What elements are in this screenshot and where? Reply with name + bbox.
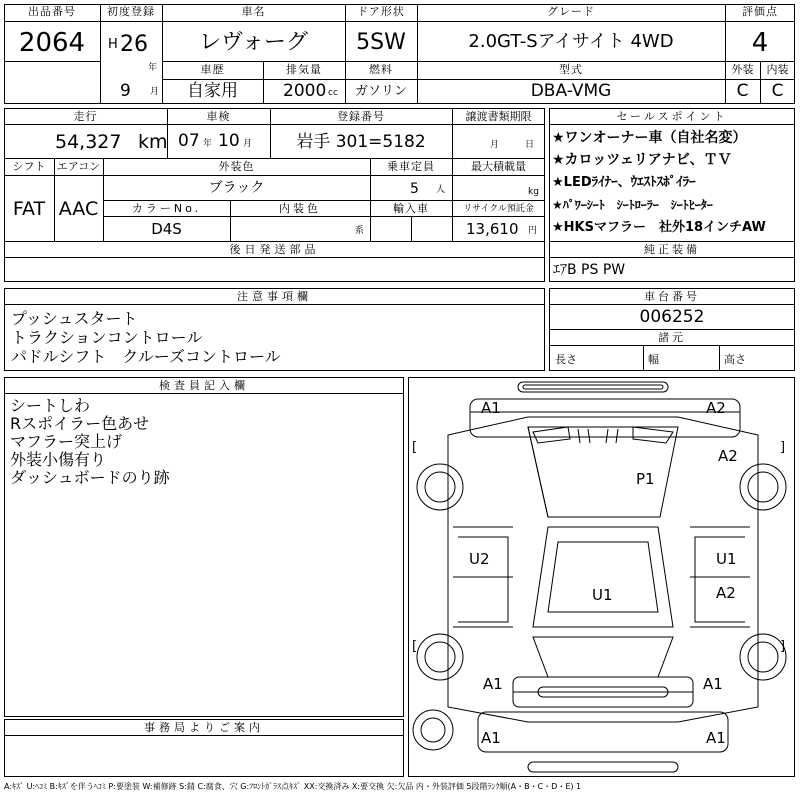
recycle-label: リサイクル預託金	[463, 204, 534, 214]
lot-no-label: 出品番号	[28, 5, 76, 18]
damage-mark-roof: U1	[592, 586, 613, 604]
inspector-line-1: シートしわ	[10, 396, 91, 415]
recycle-unit: 円	[528, 226, 538, 236]
grade-value: 2.0GT-Sアイサイト 4WD	[468, 31, 674, 52]
color-no-label: カラーNo.	[131, 202, 202, 215]
inspector-line-5: ダッシュボードのり跡	[10, 468, 170, 487]
plate-value: 岩手 301=5182	[296, 132, 426, 152]
capacity-value: 5	[410, 181, 419, 197]
damage-mark-rear-right: A1	[706, 729, 726, 747]
notes-line-2: トラクションコントロール	[11, 328, 203, 347]
dimension-height: 高さ	[724, 353, 746, 366]
aircon-label: エアコン	[56, 160, 101, 173]
model-value: DBA-VMG	[530, 81, 612, 101]
history-label: 車歴	[200, 63, 225, 76]
interior-grade-label: 内装	[766, 63, 789, 76]
displacement-value: 2000	[283, 81, 327, 101]
fuel-label: 燃料	[369, 63, 393, 76]
inspection-label: 車検	[206, 110, 231, 123]
first-reg-label: 初度登録	[107, 5, 155, 18]
damage-mark-right-front-door: U1	[716, 550, 737, 568]
notes-line-3: パドルシフト クルーズコントロール	[11, 347, 281, 366]
car-name-label: 車名	[241, 5, 266, 18]
int-color-unit: 系	[355, 226, 365, 236]
transfer-deadline-label: 譲渡書類期限	[465, 110, 532, 123]
damage-mark-right-front-fender: A2	[718, 447, 738, 465]
lot-no-value: 2064	[18, 28, 86, 58]
bracket-left-rear: [	[412, 639, 418, 654]
inspection-year-unit: 年	[203, 139, 213, 149]
plate-label: 登録番号	[337, 110, 385, 123]
later-parts-label: 後日発送部品	[229, 243, 320, 256]
legend-text: A:ｷｽﾞ U:ﾍｺﾐ B:ｷｽﾞを伴うﾍｺﾐ P:要塗装 W:補修跡 S:錆 C:腐食、穴 G:ﾌﾛﾝﾄｶﾞﾗｽ点ｷｽﾞ XX:交換済み X:要交換 欠:欠品 内・外装評価 5段階ﾗﾝｸ順(A・B・C・D・E) 1	[4, 782, 582, 791]
shift-value: FAT	[12, 198, 46, 220]
import-label: 輸入車	[393, 202, 429, 215]
inspection-month-unit: 月	[243, 139, 253, 149]
capacity-label: 乗車定員	[387, 160, 435, 173]
bracket-right-rear: ]	[780, 639, 786, 654]
car-diagram	[408, 377, 795, 777]
exterior-grade-label: 外装	[731, 63, 754, 76]
exterior-grade-value: C	[736, 81, 749, 101]
car-name-value: レヴォーグ	[198, 30, 309, 55]
dimension-width: 幅	[648, 353, 659, 366]
bracket-right-front: ]	[780, 440, 786, 455]
transfer-day-unit: 日	[525, 140, 535, 150]
first-reg-month-unit: 月	[150, 87, 160, 97]
max-load-label: 最大積載量	[471, 160, 526, 173]
color-no-value: D4S	[151, 220, 182, 238]
damage-mark-front-right: A2	[706, 399, 726, 417]
displacement-unit: cc	[328, 88, 338, 98]
chassis-value: 006252	[639, 307, 705, 327]
damage-mark-rear-left: A1	[481, 729, 501, 747]
recycle-value: 13,610	[466, 220, 519, 238]
equipment-label: 純正装備	[644, 243, 700, 256]
shift-label: シフト	[12, 160, 46, 173]
notes-label: 注意事項欄	[237, 290, 312, 303]
score-value: 4	[751, 28, 769, 58]
sales-point-2: ★カロッツェリアナビ、ＴＶ	[552, 152, 732, 168]
transfer-month-unit: 月	[490, 140, 500, 150]
first-reg-era: H	[108, 37, 118, 52]
mileage-label: 走行	[73, 110, 98, 123]
dimensions-label: 諸元	[658, 331, 686, 344]
sales-points-label: セールスポイント	[616, 110, 728, 123]
history-value: 自家用	[187, 81, 238, 101]
ext-color-label: 外装色	[218, 160, 255, 173]
damage-mark-hood: P1	[636, 470, 655, 488]
notes-line-1: プッシュスタート	[11, 309, 138, 328]
interior-grade-value: C	[771, 81, 784, 101]
first-reg-year: 26	[120, 32, 148, 57]
aircon-value: AAC	[58, 198, 99, 220]
mileage-value: 54,327	[55, 131, 122, 153]
damage-mark-right-rear-fender: A1	[703, 675, 723, 693]
dimension-length: 長さ	[555, 353, 577, 366]
inspector-line-3: マフラー突上げ	[10, 432, 123, 451]
grade-label: グレード	[547, 5, 595, 18]
damage-mark-front-left: A1	[481, 399, 501, 417]
inspection-year: 07	[178, 131, 200, 151]
sales-point-4: ★ﾊﾟﾜｰｼｰﾄ ｼｰﾄﾛｰﾗｰ ｼｰﾄﾋｰﾀｰ	[552, 198, 713, 212]
first-reg-year-unit: 年	[148, 63, 158, 73]
ext-color-value: ブラック	[208, 180, 265, 196]
door-label: ドア形状	[357, 5, 405, 18]
chassis-label: 車台番号	[644, 290, 700, 303]
damage-mark-left-rear-fender: A1	[483, 675, 503, 693]
inspection-month: 10	[218, 131, 240, 151]
damage-mark-left-doors: U2	[469, 550, 490, 568]
sales-point-5: ★HKSマフラー 社外18インチAW	[552, 220, 766, 235]
score-label: 評価点	[742, 5, 778, 18]
first-reg-month: 9	[120, 81, 131, 101]
inspector-label: 検査員記入欄	[159, 379, 249, 392]
sales-point-1: ★ワンオーナー車（自社名変）	[552, 130, 747, 146]
inspector-line-2: Rスポイラー色あせ	[10, 414, 150, 433]
int-color-label: 内装色	[279, 202, 321, 215]
door-value: 5SW	[356, 30, 406, 55]
equipment-value: ｴｱB PS PW	[553, 262, 626, 278]
damage-mark-right-rear-door: A2	[716, 584, 736, 602]
model-label: 型式	[559, 63, 583, 76]
displacement-label: 排気量	[286, 63, 322, 76]
office-label: 事務局よりご案内	[144, 721, 264, 734]
mileage-unit: km	[138, 131, 168, 153]
max-load-unit: kg	[528, 187, 539, 197]
inspector-line-4: 外装小傷有り	[10, 450, 107, 469]
capacity-unit: 人	[436, 185, 446, 195]
fuel-value: ガソリン	[354, 84, 407, 99]
bracket-left-front: [	[412, 440, 418, 455]
sales-point-3: ★LEDﾗｲﾅｰ、ｳｴｽﾄｽﾎﾟｲﾗｰ	[552, 175, 696, 190]
